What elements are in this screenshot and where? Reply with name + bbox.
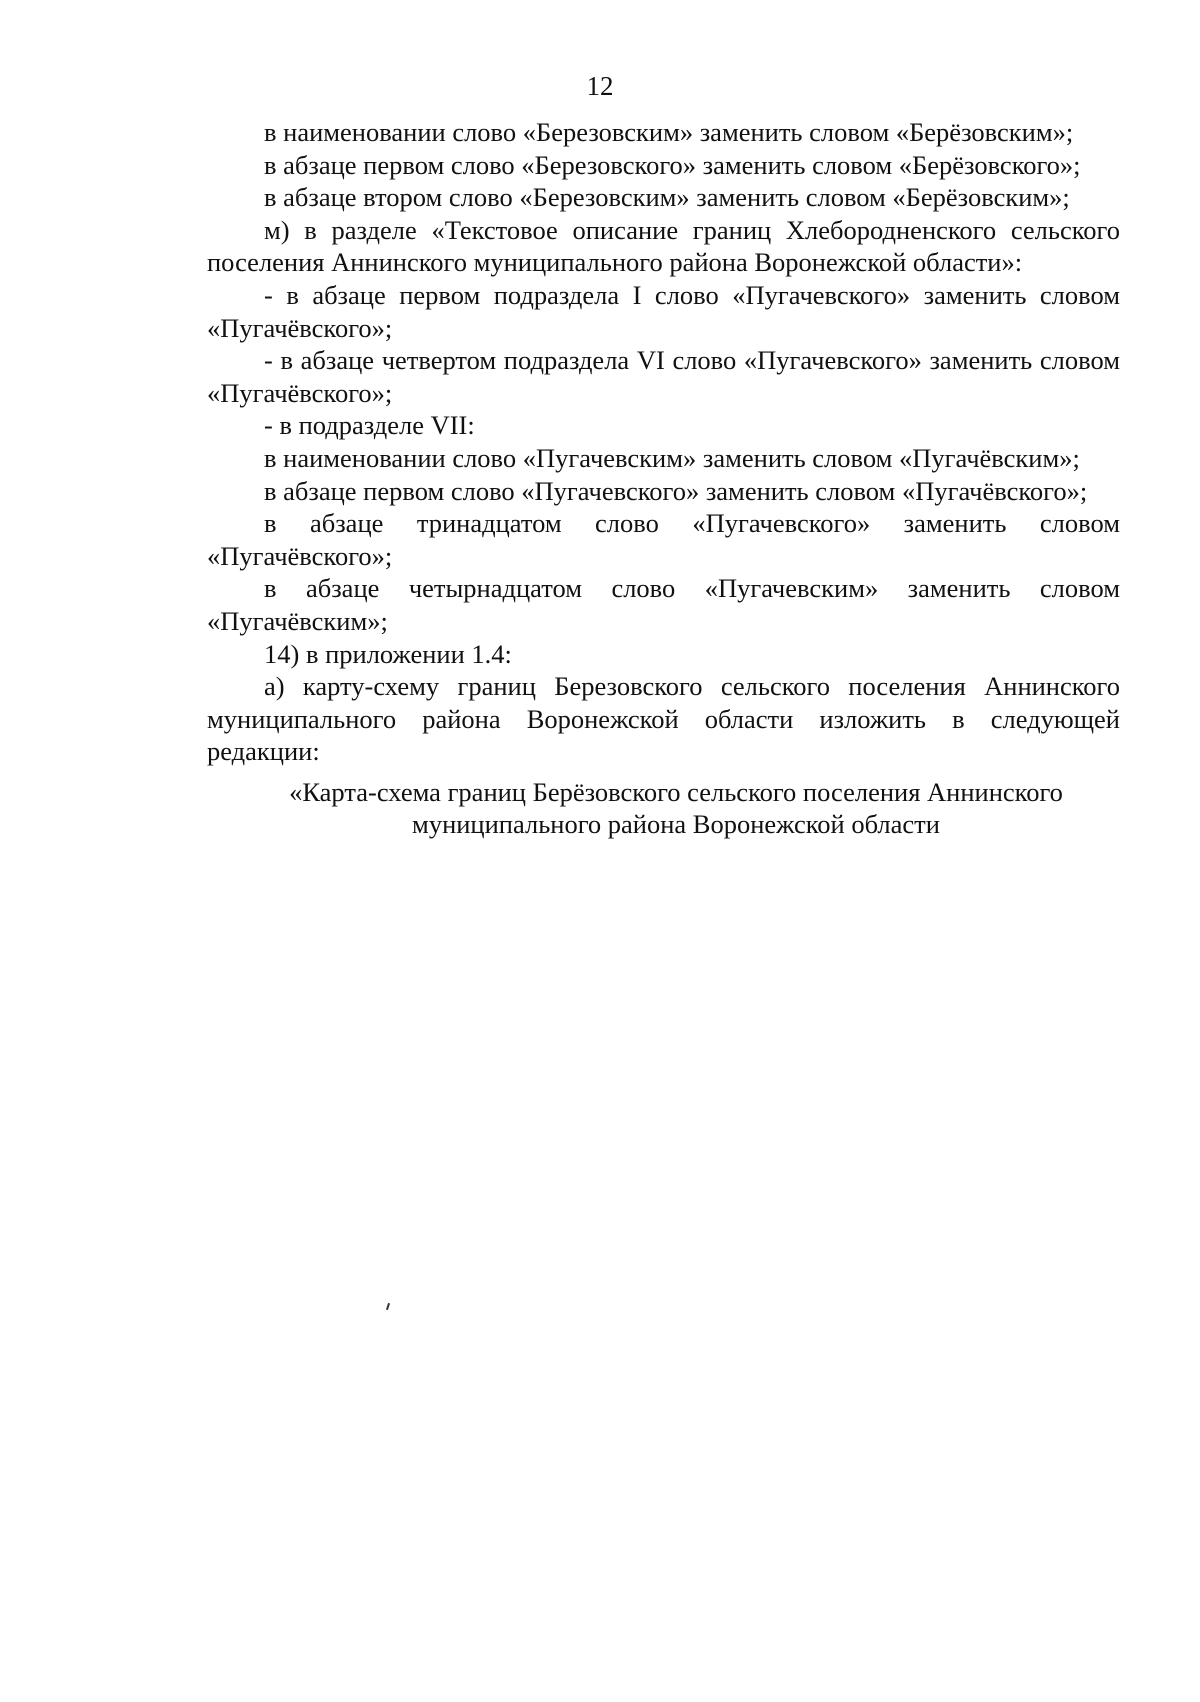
paragraph-10: в абзаце тринадцатом слово «Пугачевского» заменить словом «Пугачёвского»; [207, 508, 1120, 571]
paragraph-2: в абзаце первом слово «Березовского» заменить словом «Берёзовского»; [264, 149, 1081, 180]
paragraph-5: - в абзаце первом подраздела I слово «Пугачевского» заменить словом «Пугачёвского»; [207, 279, 1120, 343]
document-body [207, 116, 1120, 841]
paragraph-13: а) карту-схему границ Березовского сельского поселения Аннинского муниципального района Воронежской области изложить в следующей редакции: [207, 671, 1120, 767]
paragraph-6: - в абзаце четвертом подраздела VI слово «Пугачевского» заменить словом «Пугачёвского»; [207, 345, 1120, 408]
page-number: 12 [586, 71, 614, 101]
paragraph-4: м) в разделе «Текстовое описание границ Хлебородненского сельского поселения Аннинского муниципального района Воронежской области»: [207, 214, 1120, 278]
map-title-line-2: муниципального района Воронежской области [412, 809, 940, 840]
stray-mark [386, 1303, 390, 1310]
paragraph-11: в абзаце четырнадцатом слово «Пугачевским» заменить словом «Пугачёвским»; [207, 573, 1120, 636]
map-title-line-1: «Карта-схема границ Берёзовского сельского поселения Аннинского [289, 776, 1063, 807]
paragraph-9: в абзаце первом слово «Пугачевского» заменить словом «Пугачёвского»; [264, 475, 1088, 506]
map-title [207, 776, 1120, 841]
paragraph-3: в абзаце втором слово «Березовским» заменить словом «Берёзовским»; [264, 182, 1070, 213]
paragraph-8: в наименовании слово «Пугачевским» заменить словом «Пугачёвским»; [264, 442, 1080, 473]
paragraph-7: - в подразделе VII: [264, 410, 475, 441]
paragraph-1: в наименовании слово «Березовским» заменить словом «Берёзовским»; [264, 117, 1074, 147]
paragraph-12: 14) в приложении 1.4: [264, 638, 512, 669]
